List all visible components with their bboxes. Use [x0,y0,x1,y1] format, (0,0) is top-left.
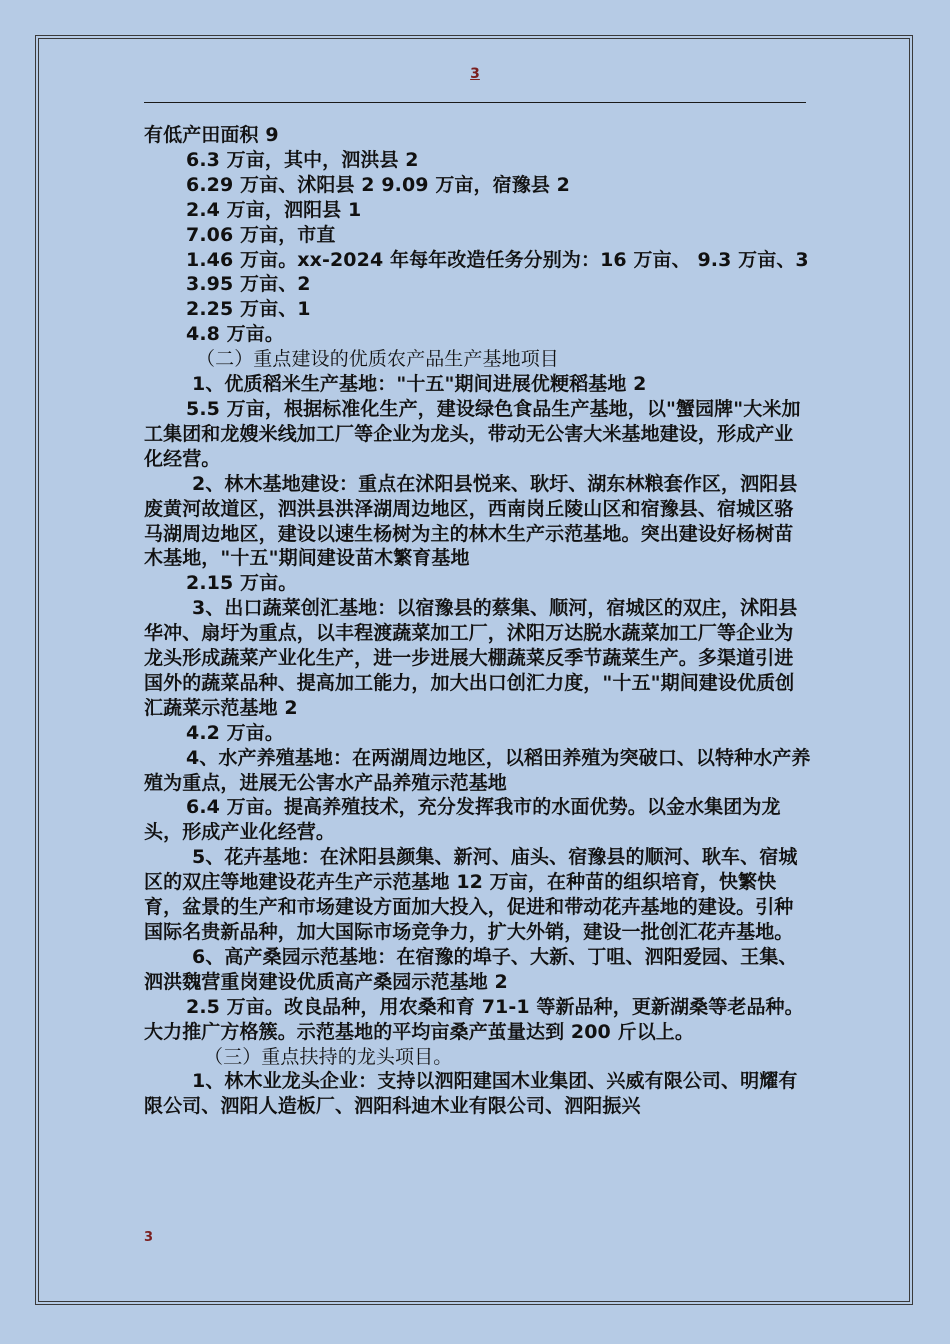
paragraph: 3.95 万亩、2 [186,273,311,296]
document-body [144,123,812,1119]
paragraph: 2.4 万亩，泗阳县 1 [186,198,362,221]
header-divider [144,102,806,103]
paragraph: 6.29 万亩、沭阳县 2 9.09 万亩，宿豫县 2 [186,173,570,196]
paragraph: 2.25 万亩、1 [186,298,311,321]
paragraph: 1、林木业龙头企业：支持以泗阳建国木业集团、兴威有限公司、明耀有限公司、泗阳人造板厂、泗阳科迪木业有限公司、泗阳振兴 [144,1070,798,1118]
paragraph: 5、花卉基地：在沭阳县颜集、新河、庙头、宿豫县的顺河、耿车、宿城区的双庄等地建设花卉生产示范基地 12 万亩，在种苗的组织培育，快繁快育，盆景的生产和市场建设方面加大投入，促进和带动花卉基地的建设。引种国际名贵新品种，加大国际市场竞争力，扩大外销，建设一批创汇花卉基地。 [144,846,798,943]
paragraph: 6.3 万亩，其中，泗洪县 2 [186,148,419,171]
paragraph: 4.2 万亩。 [186,721,284,744]
paragraph: 6、高产桑园示范基地：在宿豫的埠子、大新、丁咀、泗阳爱园、王集、泗洪魏营重岗建设优质高产桑园示范基地 2 [144,945,798,993]
paragraph: 2.15 万亩。 [186,572,298,595]
section-heading: （二）重点建设的优质农产品生产基地项目 [196,348,559,371]
paragraph: 4、水产养殖基地：在两湖周边地区，以稻田养殖为突破口、以特种水产养殖为重点，进展无公害水产品养殖示范基地 [144,746,811,794]
paragraph: 5.5 万亩，根据标准化生产，建设绿色食品生产基地，以"蟹园牌"大米加工集团和龙嫂米线加工厂等企业为龙头，带动无公害大米基地建设，形成产业化经营。 [144,397,801,470]
paragraph: 2.5 万亩。改良品种，用农桑和育 71-1 等新品种，更新湖桑等老品种。大力推广方格簇。示范基地的平均亩桑产茧量达到 200 斤以上。 [144,995,804,1043]
paragraph: 1.46 万亩。xx-2024 年每年改造任务分别为：16 万亩、 9.3 万亩、3 [186,248,809,271]
paragraph: 有低产田面积 9 [144,124,279,146]
paragraph: 1、优质稻米生产基地："十五"期间进展优粳稻基地 2 [192,373,647,396]
section-heading: （三）重点扶持的龙头项目。 [204,1045,453,1068]
paragraph: 2、林木基地建设：重点在沭阳县悦来、耿圩、湖东林粮套作区，泗阳县废黄河故道区，泗洪县洪泽湖周边地区，西南岗丘陵山区和宿豫县、宿城区骆马湖周边地区，建设以速生杨树为主的林木生产示范基地。突出建设好杨树苗木基地，"十五"期间建设苗木繁育基地 [144,472,798,570]
paragraph: 6.4 万亩。提高养殖技术，充分发挥我市的水面优势。以金水集团为龙头，形成产业化经营。 [144,796,781,844]
paragraph: 3、出口蔬菜创汇基地：以宿豫县的蔡集、顺河，宿城区的双庄，沭阳县华冲、扇圩为重点，以丰程渡蔬菜加工厂，沭阳万达脱水蔬菜加工厂等企业为龙头形成蔬菜产业化生产，进一步进展大棚蔬菜反季节蔬菜生产。多渠道引进国外的蔬菜品种、提高加工能力，加大出口创汇力度，"十五"期间建设优质创汇蔬菜示范基地 2 [144,597,798,719]
footer-page-number: 3 [144,1230,154,1245]
paragraph: 4.8 万亩。 [186,323,284,346]
header-page-number: 3 [470,66,480,82]
paragraph: 7.06 万亩，市直 [186,223,336,246]
